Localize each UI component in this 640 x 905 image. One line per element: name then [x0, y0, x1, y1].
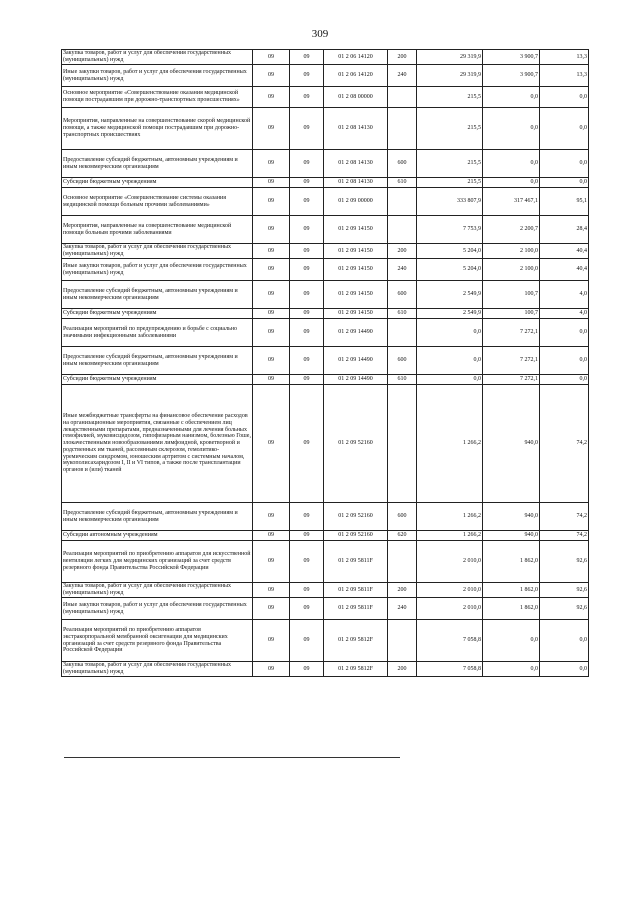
target-article-cell: 01 2 09 14150 — [324, 309, 388, 319]
table-row — [62, 503, 589, 531]
executed-amount-cell: 7 272,1 — [483, 375, 540, 385]
section-code-cell: 09 — [253, 188, 290, 216]
target-article-cell: 01 2 09 14150 — [324, 259, 388, 281]
executed-amount-cell: 1 862,0 — [483, 598, 540, 620]
expense-type-cell: 610 — [388, 375, 417, 385]
expense-type-cell: 240 — [388, 598, 417, 620]
planned-amount-cell: 2 010,0 — [417, 598, 483, 620]
subsection-code-cell: 09 — [290, 309, 324, 319]
planned-amount-cell: 7 058,8 — [417, 620, 483, 662]
target-article-cell: 01 2 09 14150 — [324, 216, 388, 244]
page-number: 309 — [311, 28, 329, 40]
planned-amount-cell: 5 204,0 — [417, 259, 483, 281]
table-row — [62, 598, 589, 620]
execution-percent-cell: 0,0 — [540, 375, 589, 385]
execution-percent-cell: 0,0 — [540, 87, 589, 108]
planned-amount-cell: 1 266,2 — [417, 385, 483, 503]
subsection-code-cell: 09 — [290, 65, 324, 87]
table-row — [62, 309, 589, 319]
row-name-cell: Предоставление субсидий бюджетным, автономным учреждениям и иным некоммерческим организациям — [62, 281, 253, 309]
subsection-code-cell: 09 — [290, 347, 324, 375]
expense-type-cell: 200 — [388, 50, 417, 65]
expense-type-cell: 200 — [388, 662, 417, 677]
planned-amount-cell: 7 058,8 — [417, 662, 483, 677]
expense-type-cell — [388, 541, 417, 583]
expense-type-cell: 240 — [388, 65, 417, 87]
executed-amount-cell: 2 100,0 — [483, 244, 540, 259]
planned-amount-cell: 2 549,9 — [417, 309, 483, 319]
expense-type-cell — [388, 108, 417, 150]
execution-percent-cell: 92,6 — [540, 541, 589, 583]
executed-amount-cell: 2 200,7 — [483, 216, 540, 244]
target-article-cell: 01 2 08 14130 — [324, 150, 388, 178]
target-article-cell: 01 2 09 52160 — [324, 503, 388, 531]
row-name-cell: Закупка товаров, работ и услуг для обеспечения государственных (муниципальных) нужд — [62, 50, 253, 65]
execution-percent-cell: 4,0 — [540, 281, 589, 309]
section-code-cell: 09 — [253, 244, 290, 259]
section-code-cell: 09 — [253, 385, 290, 503]
row-name-cell: Реализация мероприятий по приобретению аппаратов для искусственной вентиляции легких для медицинских организаций за счет средств резервного фонда Правительства Российской Федерации — [62, 541, 253, 583]
row-name-cell: Субсидии бюджетным учреждениям — [62, 375, 253, 385]
executed-amount-cell: 100,7 — [483, 309, 540, 319]
subsection-code-cell: 09 — [290, 108, 324, 150]
table-row — [62, 50, 589, 65]
expense-type-cell: 200 — [388, 244, 417, 259]
executed-amount-cell: 1 862,0 — [483, 583, 540, 598]
row-name-cell: Субсидии автономным учреждениям — [62, 531, 253, 541]
planned-amount-cell: 215,5 — [417, 178, 483, 188]
subsection-code-cell: 09 — [290, 244, 324, 259]
subsection-code-cell: 09 — [290, 150, 324, 178]
target-article-cell: 01 2 09 5811F — [324, 598, 388, 620]
row-name-cell: Иные закупки товаров, работ и услуг для обеспечения государственных (муниципальных) нужд — [62, 259, 253, 281]
subsection-code-cell: 09 — [290, 259, 324, 281]
section-code-cell: 09 — [253, 50, 290, 65]
executed-amount-cell: 940,0 — [483, 503, 540, 531]
target-article-cell: 01 2 09 14150 — [324, 281, 388, 309]
table-row — [62, 620, 589, 662]
execution-percent-cell: 40,4 — [540, 244, 589, 259]
planned-amount-cell: 7 753,9 — [417, 216, 483, 244]
budget-table — [61, 49, 589, 677]
section-code-cell: 09 — [253, 347, 290, 375]
expense-type-cell — [388, 87, 417, 108]
section-code-cell: 09 — [253, 620, 290, 662]
execution-percent-cell: 28,4 — [540, 216, 589, 244]
target-article-cell: 01 2 09 5811F — [324, 583, 388, 598]
planned-amount-cell: 1 266,2 — [417, 531, 483, 541]
executed-amount-cell: 3 900,7 — [483, 65, 540, 87]
table-row — [62, 375, 589, 385]
row-name-cell: Реализация мероприятий по приобретению аппаратов экстракорпоральной мембранной оксигенации для медицинских организаций за счет средств резервного фонда Правительства Российской Федерации — [62, 620, 253, 662]
executed-amount-cell: 2 100,0 — [483, 259, 540, 281]
target-article-cell: 01 2 09 14490 — [324, 375, 388, 385]
expense-type-cell — [388, 216, 417, 244]
row-name-cell: Иные закупки товаров, работ и услуг для обеспечения государственных (муниципальных) нужд — [62, 65, 253, 87]
target-article-cell: 01 2 08 14130 — [324, 178, 388, 188]
executed-amount-cell: 0,0 — [483, 662, 540, 677]
section-code-cell: 09 — [253, 541, 290, 583]
subsection-code-cell: 09 — [290, 319, 324, 347]
planned-amount-cell: 0,0 — [417, 375, 483, 385]
table-row — [62, 583, 589, 598]
execution-percent-cell: 13,3 — [540, 50, 589, 65]
row-name-cell: Мероприятия, направленные на совершенствование медицинской помощи больным прочими заболеваниями — [62, 216, 253, 244]
executed-amount-cell: 100,7 — [483, 281, 540, 309]
section-code-cell: 09 — [253, 108, 290, 150]
subsection-code-cell: 09 — [290, 598, 324, 620]
planned-amount-cell: 2 549,9 — [417, 281, 483, 309]
target-article-cell: 01 2 09 14490 — [324, 319, 388, 347]
subsection-code-cell: 09 — [290, 662, 324, 677]
table-row — [62, 259, 589, 281]
row-name-cell: Субсидии бюджетным учреждениям — [62, 178, 253, 188]
row-name-cell: Предоставление субсидий бюджетным, автономным учреждениям и иным некоммерческим организациям — [62, 150, 253, 178]
planned-amount-cell: 29 319,9 — [417, 65, 483, 87]
execution-percent-cell: 0,0 — [540, 662, 589, 677]
subsection-code-cell: 09 — [290, 87, 324, 108]
section-code-cell: 09 — [253, 531, 290, 541]
executed-amount-cell: 7 272,1 — [483, 319, 540, 347]
row-name-cell: Основное мероприятие «Совершенствование системы оказания медицинской помощи больным прочими заболеваниями» — [62, 188, 253, 216]
table-row — [62, 244, 589, 259]
planned-amount-cell: 29 319,9 — [417, 50, 483, 65]
execution-percent-cell: 40,4 — [540, 259, 589, 281]
executed-amount-cell: 0,0 — [483, 620, 540, 662]
target-article-cell: 01 2 09 14490 — [324, 347, 388, 375]
section-code-cell: 09 — [253, 309, 290, 319]
table-row — [62, 281, 589, 309]
expense-type-cell: 610 — [388, 178, 417, 188]
table-row — [62, 531, 589, 541]
planned-amount-cell: 333 807,9 — [417, 188, 483, 216]
target-article-cell: 01 2 09 5812F — [324, 620, 388, 662]
target-article-cell: 01 2 06 14120 — [324, 65, 388, 87]
row-name-cell: Субсидии бюджетным учреждениям — [62, 309, 253, 319]
planned-amount-cell: 215,5 — [417, 150, 483, 178]
section-code-cell: 09 — [253, 598, 290, 620]
expense-type-cell — [388, 188, 417, 216]
executed-amount-cell: 940,0 — [483, 531, 540, 541]
subsection-code-cell: 09 — [290, 178, 324, 188]
expense-type-cell — [388, 319, 417, 347]
expense-type-cell: 620 — [388, 531, 417, 541]
subsection-code-cell: 09 — [290, 531, 324, 541]
planned-amount-cell: 2 010,0 — [417, 541, 483, 583]
target-article-cell: 01 2 09 14150 — [324, 244, 388, 259]
expense-type-cell: 600 — [388, 150, 417, 178]
subsection-code-cell: 09 — [290, 541, 324, 583]
row-name-cell: Иные межбюджетные трансферты на финансовое обеспечение расходов на организационные мероприятия, связанные с обеспечением лиц лекарственными препаратами, предназначенными для лечения больных гемофилией, муковисцидозом, гипофизарным нанизмом, болезнью Гоше, злокачественными новообразованиями лимфоидной, кроветворной и родственных им тканей, рассеянным склерозом, гемолитико-уремическим синдромом, юношеским артритом с системным началом, мукополисахаридозом I, II и VI типов, а также после трансплантации органов и (или) тканей — [62, 385, 253, 503]
execution-percent-cell: 4,0 — [540, 309, 589, 319]
subsection-code-cell: 09 — [290, 188, 324, 216]
subsection-code-cell: 09 — [290, 503, 324, 531]
execution-percent-cell: 92,6 — [540, 583, 589, 598]
table-row — [62, 319, 589, 347]
execution-percent-cell: 74,2 — [540, 385, 589, 503]
target-article-cell: 01 2 09 5811F — [324, 541, 388, 583]
section-code-cell: 09 — [253, 281, 290, 309]
section-code-cell: 09 — [253, 662, 290, 677]
row-name-cell: Закупка товаров, работ и услуг для обеспечения государственных (муниципальных) нужд — [62, 662, 253, 677]
section-code-cell: 09 — [253, 375, 290, 385]
execution-percent-cell: 0,0 — [540, 319, 589, 347]
execution-percent-cell: 74,2 — [540, 503, 589, 531]
execution-percent-cell: 0,0 — [540, 620, 589, 662]
table-row — [62, 385, 589, 503]
execution-percent-cell: 0,0 — [540, 108, 589, 150]
executed-amount-cell: 1 862,0 — [483, 541, 540, 583]
execution-percent-cell: 74,2 — [540, 531, 589, 541]
planned-amount-cell: 0,0 — [417, 319, 483, 347]
table-row — [62, 87, 589, 108]
expense-type-cell — [388, 385, 417, 503]
table-row — [62, 216, 589, 244]
subsection-code-cell: 09 — [290, 583, 324, 598]
row-name-cell: Реализация мероприятий по предупреждению и борьбе с социально значимыми инфекционными заболеваниями — [62, 319, 253, 347]
planned-amount-cell: 0,0 — [417, 347, 483, 375]
expense-type-cell: 600 — [388, 281, 417, 309]
planned-amount-cell: 2 010,0 — [417, 583, 483, 598]
planned-amount-cell: 215,5 — [417, 108, 483, 150]
row-name-cell: Закупка товаров, работ и услуг для обеспечения государственных (муниципальных) нужд — [62, 583, 253, 598]
expense-type-cell: 200 — [388, 583, 417, 598]
target-article-cell: 01 2 09 5812F — [324, 662, 388, 677]
target-article-cell: 01 2 09 00000 — [324, 188, 388, 216]
section-code-cell: 09 — [253, 87, 290, 108]
table-row — [62, 662, 589, 677]
subsection-code-cell: 09 — [290, 216, 324, 244]
table-row — [62, 347, 589, 375]
table-row — [62, 541, 589, 583]
row-name-cell: Мероприятия, направленные на совершенствование скорой медицинской помощи, а также медицинской помощи пострадавшим при дорожно-транспортных происшествиях — [62, 108, 253, 150]
executed-amount-cell: 0,0 — [483, 87, 540, 108]
section-code-cell: 09 — [253, 216, 290, 244]
target-article-cell: 01 2 09 52160 — [324, 385, 388, 503]
execution-percent-cell: 95,1 — [540, 188, 589, 216]
row-name-cell: Предоставление субсидий бюджетным, автономным учреждениям и иным некоммерческим организациям — [62, 347, 253, 375]
executed-amount-cell: 7 272,1 — [483, 347, 540, 375]
row-name-cell: Закупка товаров, работ и услуг для обеспечения государственных (муниципальных) нужд — [62, 244, 253, 259]
target-article-cell: 01 2 06 14120 — [324, 50, 388, 65]
table-row — [62, 188, 589, 216]
execution-percent-cell: 0,0 — [540, 178, 589, 188]
execution-percent-cell: 92,6 — [540, 598, 589, 620]
expense-type-cell: 240 — [388, 259, 417, 281]
budget-table-body — [62, 50, 589, 677]
target-article-cell: 01 2 09 52160 — [324, 531, 388, 541]
expense-type-cell — [388, 620, 417, 662]
target-article-cell: 01 2 08 00000 — [324, 87, 388, 108]
executed-amount-cell: 0,0 — [483, 108, 540, 150]
subsection-code-cell: 09 — [290, 281, 324, 309]
expense-type-cell: 600 — [388, 503, 417, 531]
subsection-code-cell: 09 — [290, 50, 324, 65]
subsection-code-cell: 09 — [290, 620, 324, 662]
table-row — [62, 150, 589, 178]
planned-amount-cell: 1 266,2 — [417, 503, 483, 531]
table-row — [62, 108, 589, 150]
executed-amount-cell: 317 467,1 — [483, 188, 540, 216]
footnote-separator-line — [64, 757, 400, 758]
execution-percent-cell: 0,0 — [540, 347, 589, 375]
section-code-cell: 09 — [253, 319, 290, 347]
row-name-cell: Иные закупки товаров, работ и услуг для обеспечения государственных (муниципальных) нужд — [62, 598, 253, 620]
section-code-cell: 09 — [253, 259, 290, 281]
row-name-cell: Предоставление субсидий бюджетным, автономным учреждениям и иным некоммерческим организациям — [62, 503, 253, 531]
target-article-cell: 01 2 08 14130 — [324, 108, 388, 150]
executed-amount-cell: 0,0 — [483, 150, 540, 178]
section-code-cell: 09 — [253, 503, 290, 531]
executed-amount-cell: 940,0 — [483, 385, 540, 503]
section-code-cell: 09 — [253, 65, 290, 87]
planned-amount-cell: 215,5 — [417, 87, 483, 108]
table-row — [62, 65, 589, 87]
section-code-cell: 09 — [253, 150, 290, 178]
expense-type-cell: 610 — [388, 309, 417, 319]
execution-percent-cell: 13,3 — [540, 65, 589, 87]
executed-amount-cell: 0,0 — [483, 178, 540, 188]
table-row — [62, 178, 589, 188]
executed-amount-cell: 3 900,7 — [483, 50, 540, 65]
subsection-code-cell: 09 — [290, 375, 324, 385]
planned-amount-cell: 5 204,0 — [417, 244, 483, 259]
section-code-cell: 09 — [253, 583, 290, 598]
section-code-cell: 09 — [253, 178, 290, 188]
subsection-code-cell: 09 — [290, 385, 324, 503]
expense-type-cell: 600 — [388, 347, 417, 375]
execution-percent-cell: 0,0 — [540, 150, 589, 178]
row-name-cell: Основное мероприятие «Совершенствование оказания медицинской помощи пострадавшим при дорожно-транспортных происшествиях» — [62, 87, 253, 108]
